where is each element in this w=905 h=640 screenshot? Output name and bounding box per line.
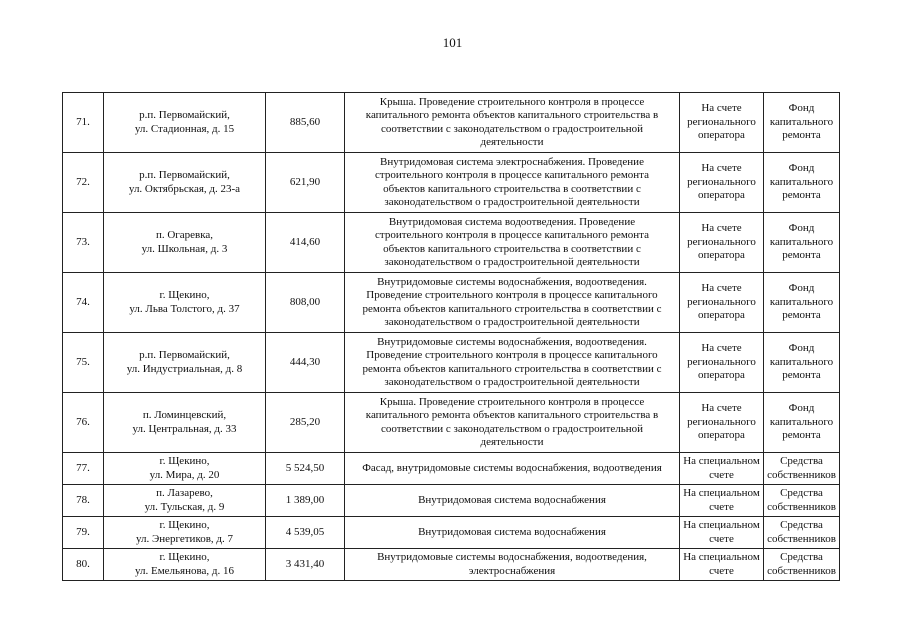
funding-source-cell: Фонд капитального ремонта [764,393,840,453]
cost-cell: 621,90 [266,153,345,213]
address-cell: р.п. Первомайский, ул. Стадионная, д. 15 [104,93,266,153]
table-row [63,333,840,393]
table-row [63,93,840,153]
work-description-cell: Внутридомовая система водоснабжения [345,485,680,517]
cost-cell: 885,60 [266,93,345,153]
repair-works-table [62,92,840,581]
table-row [63,393,840,453]
table-row [63,517,840,549]
row-number: 74. [63,273,104,333]
address-cell: п. Лазарево, ул. Тульская, д. 9 [104,485,266,517]
address-cell: п. Ломинцевский, ул. Центральная, д. 33 [104,393,266,453]
row-number: 72. [63,153,104,213]
account-type-cell: На специальном счете [680,549,764,581]
work-description-cell: Внутридомовые системы водоснабжения, водоотведения. Проведение строительного контроля в процессе капитального ремонта объектов капитального строительства в соответствии с законодательством о градостроительной деятельности [345,273,680,333]
address-cell: г. Щекино, ул. Мира, д. 20 [104,453,266,485]
cost-cell: 444,30 [266,333,345,393]
funding-source-cell: Средства собственников [764,485,840,517]
row-number: 76. [63,393,104,453]
account-type-cell: На счете регионального оператора [680,153,764,213]
work-description-cell: Внутридомовая система водоотведения. Проведение строительного контроля в процессе капитального ремонта объектов капитального строительства в соответствии с законодательством о градостроительной деятельности [345,213,680,273]
row-number: 80. [63,549,104,581]
funding-source-cell: Фонд капитального ремонта [764,333,840,393]
page-number: 101 [442,35,463,50]
work-description-cell: Крыша. Проведение строительного контроля в процессе капитального ремонта объектов капитального строительства в соответствии с законодательством о градостроительной деятельности [345,393,680,453]
account-type-cell: На специальном счете [680,453,764,485]
row-number: 75. [63,333,104,393]
work-description-cell: Внутридомовые системы водоснабжения, водоотведения, электроснабжения [345,549,680,581]
table-row [63,453,840,485]
address-cell: п. Огаревка, ул. Школьная, д. 3 [104,213,266,273]
account-type-cell: На счете регионального оператора [680,333,764,393]
cost-cell: 808,00 [266,273,345,333]
cost-cell: 3 431,40 [266,549,345,581]
funding-source-cell: Фонд капитального ремонта [764,93,840,153]
cost-cell: 5 524,50 [266,453,345,485]
work-description-cell: Внутридомовые системы водоснабжения, водоотведения. Проведение строительного контроля в процессе капитального ремонта объектов капитального строительства в соответствии с законодательством о градостроительной деятельности [345,333,680,393]
account-type-cell: На специальном счете [680,485,764,517]
funding-source-cell: Фонд капитального ремонта [764,213,840,273]
cost-cell: 285,20 [266,393,345,453]
account-type-cell: На счете регионального оператора [680,273,764,333]
account-type-cell: На счете регионального оператора [680,393,764,453]
funding-source-cell: Фонд капитального ремонта [764,153,840,213]
work-description-cell: Фасад, внутридомовые системы водоснабжения, водоотведения [345,453,680,485]
table-row [63,273,840,333]
account-type-cell: На счете регионального оператора [680,213,764,273]
cost-cell: 4 539,05 [266,517,345,549]
work-description-cell: Внутридомовая система водоснабжения [345,517,680,549]
table-row [63,213,840,273]
table-row [63,485,840,517]
address-cell: р.п. Первомайский, ул. Индустриальная, д. 8 [104,333,266,393]
work-description-cell: Внутридомовая система электроснабжения. Проведение строительного контроля в процессе капитального ремонта объектов капитального строительства в соответствии с законодательством о градостроительной деятельности [345,153,680,213]
funding-source-cell: Средства собственников [764,517,840,549]
row-number: 71. [63,93,104,153]
account-type-cell: На специальном счете [680,517,764,549]
table-body [63,93,840,581]
funding-source-cell: Фонд капитального ремонта [764,273,840,333]
row-number: 73. [63,213,104,273]
funding-source-cell: Средства собственников [764,453,840,485]
cost-cell: 414,60 [266,213,345,273]
address-cell: г. Щекино, ул. Емельянова, д. 16 [104,549,266,581]
table-row [63,153,840,213]
row-number: 77. [63,453,104,485]
table-row [63,549,840,581]
address-cell: р.п. Первомайский, ул. Октябрьская, д. 23-а [104,153,266,213]
cost-cell: 1 389,00 [266,485,345,517]
funding-source-cell: Средства собственников [764,549,840,581]
work-description-cell: Крыша. Проведение строительного контроля в процессе капитального ремонта объектов капитального строительства в соответствии с законодательством о градостроительной деятельности [345,93,680,153]
address-cell: г. Щекино, ул. Энергетиков, д. 7 [104,517,266,549]
row-number: 79. [63,517,104,549]
address-cell: г. Щекино, ул. Льва Толстого, д. 37 [104,273,266,333]
account-type-cell: На счете регионального оператора [680,93,764,153]
row-number: 78. [63,485,104,517]
